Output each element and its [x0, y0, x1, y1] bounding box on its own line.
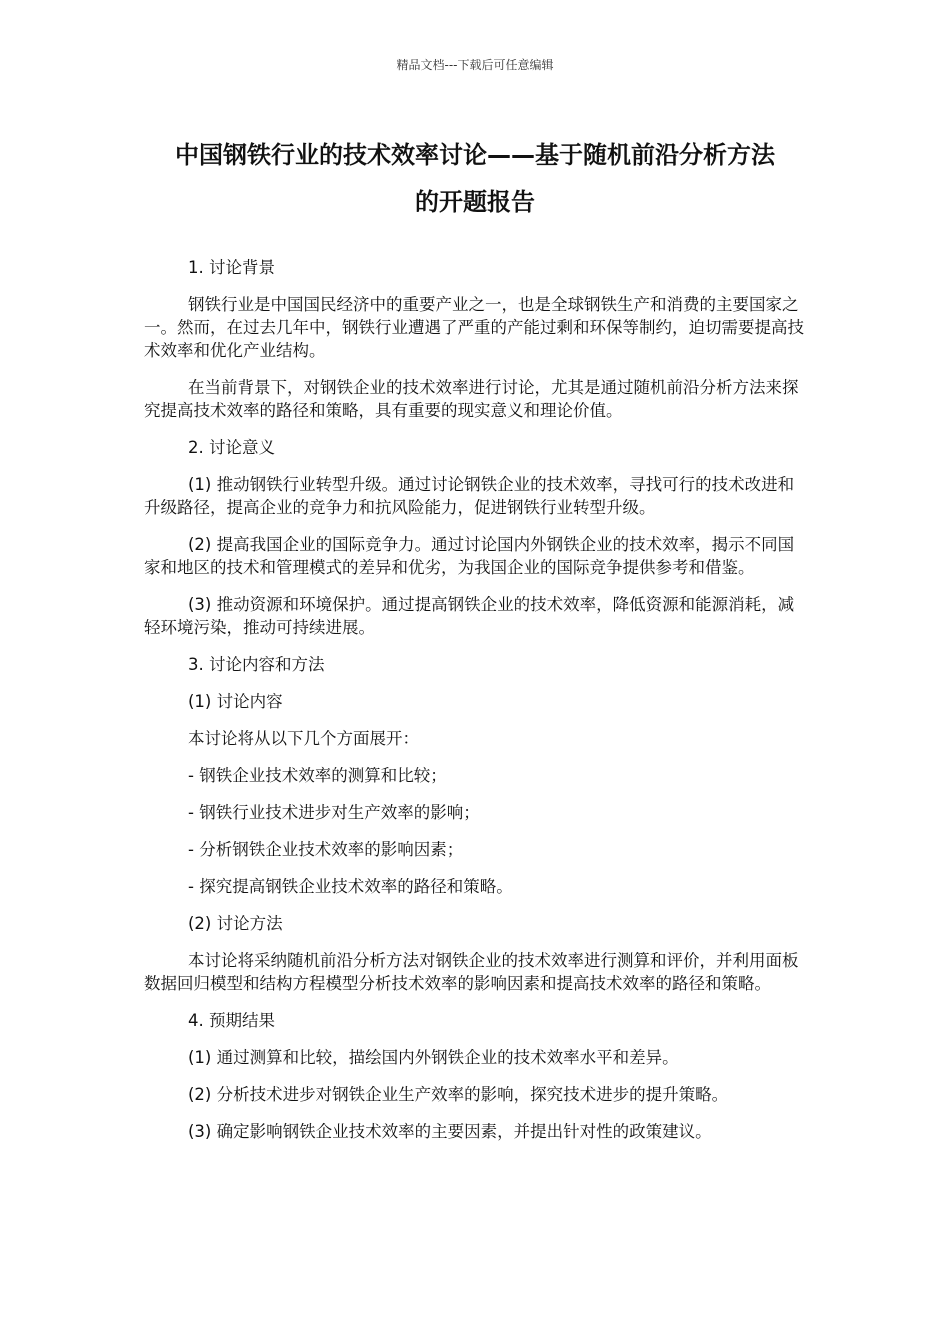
- paragraph-background-2: 在当前背景下，对钢铁企业的技术效率进行讨论，尤其是通过随机前沿分析方法来探究提高技术效率的路径和策略，具有重要的现实意义和理论价值。: [144, 378, 799, 420]
- list-item: - 探究提高钢铁企业技术效率的路径和策略。: [188, 877, 513, 896]
- list-item: - 钢铁行业技术进步对生产效率的影响；: [188, 803, 480, 822]
- list-item: (2) 分析技术进步对钢铁企业生产效率的影响，探究技术进步的提升策略。: [188, 1085, 729, 1104]
- paragraph-content-intro: 本讨论将从以下几个方面展开：: [188, 729, 419, 748]
- document-body: [144, 256, 806, 1157]
- title-line-1: 中国钢铁行业的技术效率讨论——基于随机前沿分析方法: [175, 141, 775, 169]
- paragraph-method: 本讨论将采纳随机前沿分析方法对钢铁企业的技术效率进行测算和评价，并利用面板数据回归模型和结构方程模型分析技术效率的影响因素和提高技术效率的路径和策略。: [144, 951, 799, 993]
- paragraph-significance-2: (2) 提高我国企业的国际竞争力。通过讨论国内外钢铁企业的技术效率，揭示不同国家和地区的技术和管理模式的差异和优劣，为我国企业的国际竞争提供参考和借鉴。: [144, 535, 795, 577]
- section-heading-content-method: 3. 讨论内容和方法: [188, 655, 325, 674]
- paragraph-background-1: 钢铁行业是中国国民经济中的重要产业之一，也是全球钢铁生产和消费的主要国家之一。然而，在过去几年中，钢铁行业遭遇了严重的产能过剩和环保等制约，迫切需要提高技术效率和优化产业结构。: [144, 295, 804, 360]
- subheading-method: (2) 讨论方法: [188, 914, 283, 933]
- paragraph-significance-1: (1) 推动钢铁行业转型升级。通过讨论钢铁企业的技术效率，寻找可行的技术改进和升级路径，提高企业的竞争力和抗风险能力，促进钢铁行业转型升级。: [144, 475, 795, 517]
- subheading-content: (1) 讨论内容: [188, 692, 283, 711]
- section-heading-significance: 2. 讨论意义: [188, 438, 275, 457]
- list-item: - 分析钢铁企业技术效率的影响因素；: [188, 840, 464, 859]
- title-line-2: 的开题报告: [415, 188, 535, 216]
- list-item: - 钢铁企业技术效率的测算和比较；: [188, 766, 447, 785]
- paragraph-significance-3: (3) 推动资源和环境保护。通过提高钢铁企业的技术效率，降低资源和能源消耗，减轻环境污染，推动可持续进展。: [144, 595, 795, 637]
- header-note: 精品文档---下载后可任意编辑: [396, 58, 554, 72]
- list-item: (1) 通过测算和比较，描绘国内外钢铁企业的技术效率水平和差异。: [188, 1048, 679, 1067]
- section-heading-background: 1. 讨论背景: [188, 258, 275, 277]
- list-item: (3) 确定影响钢铁企业技术效率的主要因素，并提出针对性的政策建议。: [188, 1122, 712, 1141]
- section-heading-expected-results: 4. 预期结果: [188, 1011, 275, 1030]
- document-title: [120, 132, 830, 226]
